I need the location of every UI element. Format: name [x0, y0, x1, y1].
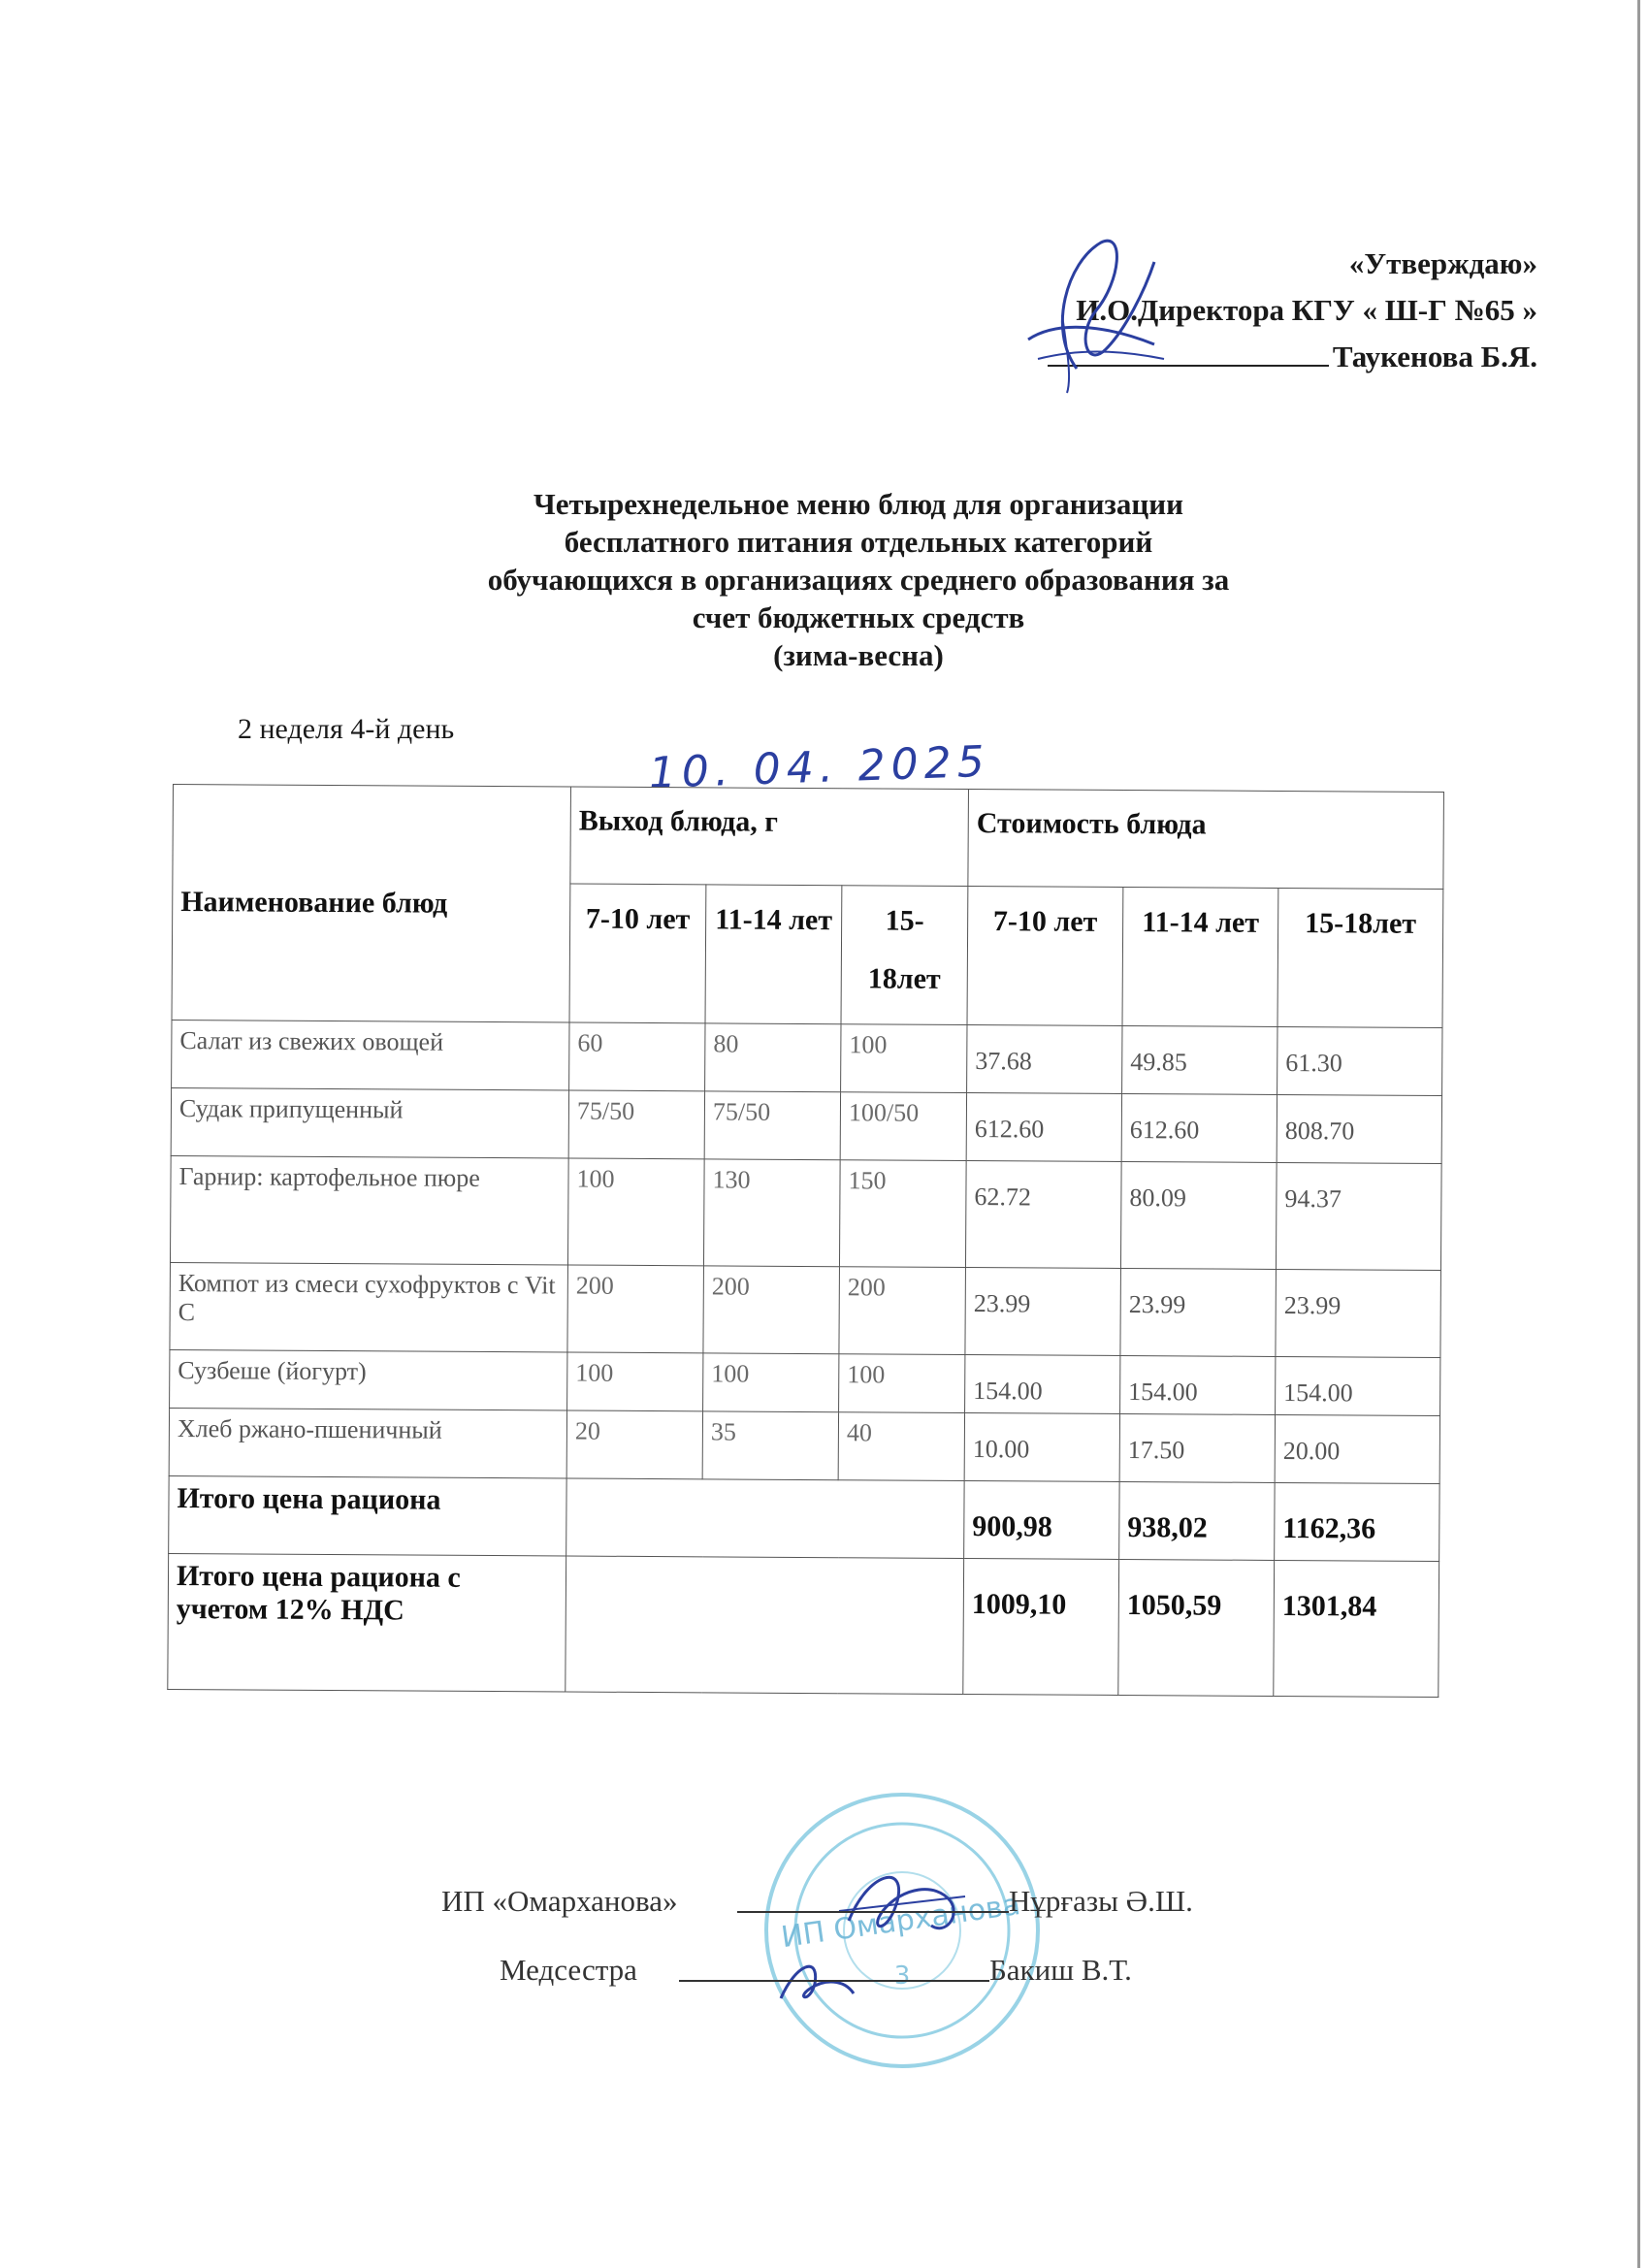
table-row: [170, 1155, 1441, 1270]
cost-cell: 10.00: [964, 1413, 1119, 1482]
total-vat-row: [168, 1553, 1439, 1697]
header-dish-name: Наименование блюд: [172, 785, 570, 1023]
yield-cell: 200: [703, 1266, 840, 1354]
yield-cell: 150: [839, 1160, 966, 1268]
svg-text:3: 3: [893, 1961, 911, 1991]
title-line-1: Четырехнедельное меню блюд для организации: [534, 487, 1183, 521]
cost-cell: 80.09: [1120, 1161, 1277, 1269]
table-row: [171, 1087, 1441, 1163]
week-day-label: 2 неделя 4-й день: [238, 713, 455, 745]
cost-cell: 94.37: [1276, 1162, 1441, 1270]
cost-cell: 62.72: [965, 1161, 1121, 1269]
header-age-yield: 11-14 лет: [705, 885, 842, 1024]
yield-cell: 100: [567, 1158, 704, 1266]
cost-cell: 23.99: [965, 1268, 1121, 1356]
stamp-text: ИП Омарханова: [779, 1887, 1023, 1956]
cost-cell: 154.00: [1276, 1356, 1440, 1415]
supplier-signature-line: [737, 1884, 1009, 1913]
approval-line-2: И.О.Директора КГУ « Ш-Г №65 »: [1076, 293, 1537, 327]
yield-cell: 100: [841, 1024, 967, 1093]
dish-name: Хлеб ржано-пшеничный: [169, 1408, 566, 1478]
header-age-yield: 15-18лет: [841, 886, 968, 1025]
total-row: [169, 1475, 1439, 1561]
header-age-cost: 7-10 лет: [967, 887, 1123, 1026]
yield-cell: 35: [702, 1411, 838, 1480]
total-cost-cell: 900,98: [964, 1480, 1119, 1559]
total-vat-yield-empty: [566, 1556, 964, 1695]
cost-cell: 20.00: [1275, 1414, 1439, 1483]
cost-cell: 17.50: [1119, 1413, 1275, 1482]
table-row: [172, 1020, 1442, 1095]
cost-cell: 612.60: [1121, 1093, 1277, 1162]
yield-cell: 75/50: [704, 1091, 840, 1160]
total-yield-empty: [566, 1478, 964, 1559]
total-label: Итого цена рациона: [169, 1475, 566, 1556]
yield-cell: 100: [703, 1353, 839, 1412]
supplier-label: ИП «Омарханова»: [441, 1884, 678, 1918]
cost-cell: 808.70: [1277, 1094, 1441, 1163]
yield-cell: 100: [567, 1352, 703, 1411]
title-line-4: счет бюджетных средств: [692, 600, 1025, 634]
yield-cell: 100: [839, 1354, 965, 1413]
header-age-cost: 11-14 лет: [1122, 887, 1278, 1026]
header-age-cost: 15-18лет: [1277, 888, 1443, 1027]
yield-cell: 40: [838, 1412, 964, 1481]
cost-cell: 37.68: [967, 1025, 1122, 1094]
cost-cell: 49.85: [1122, 1025, 1277, 1094]
total-vat-cost-cell: 1050,59: [1118, 1559, 1275, 1696]
yield-cell: 200: [839, 1267, 966, 1355]
title-line-2: бесплатного питания отдельных категорий: [564, 525, 1153, 559]
yield-cell: 20: [566, 1410, 702, 1479]
dish-name: Компот из смеси сухофруктов с Vit C: [170, 1262, 568, 1352]
cost-cell: 23.99: [1120, 1268, 1277, 1356]
document-title: [340, 485, 1377, 674]
total-cost-cell: 938,02: [1119, 1481, 1275, 1560]
cost-cell: 154.00: [1120, 1355, 1276, 1414]
approval-line-1: «Утверждаю»: [1348, 246, 1537, 280]
handwritten-date: 10. 04. 2025: [648, 736, 991, 798]
cost-cell: 23.99: [1276, 1269, 1441, 1357]
menu-table: [167, 784, 1444, 1698]
header-age-yield: 7-10 лет: [569, 884, 706, 1023]
dish-name: Судак припущенный: [171, 1087, 568, 1158]
title-line-3: обучающихся в организациях среднего образования за: [487, 563, 1230, 597]
cost-cell: 61.30: [1277, 1026, 1442, 1095]
cost-cell: 612.60: [966, 1093, 1121, 1162]
total-vat-cost-cell: 1009,10: [963, 1558, 1119, 1695]
table-row: [170, 1262, 1441, 1357]
header-cost: Стоимость блюда: [968, 790, 1444, 890]
yield-cell: 75/50: [568, 1090, 704, 1159]
total-vat-label: Итого цена рациона с учетом 12% НДС: [168, 1553, 566, 1692]
yield-cell: 200: [567, 1265, 704, 1353]
director-signature: [1009, 223, 1174, 398]
yield-cell: 100/50: [840, 1092, 966, 1161]
nurse-label: Медсестра: [500, 1953, 637, 1987]
table-row: [170, 1349, 1440, 1415]
total-cost-cell: 1162,36: [1275, 1482, 1439, 1561]
dish-name: Сузбеше (йогурт): [170, 1349, 567, 1410]
cost-cell: 154.00: [965, 1355, 1120, 1414]
yield-cell: 80: [705, 1023, 841, 1092]
nurse-person: Бакиш В.Т.: [989, 1953, 1132, 1987]
table-row: [169, 1408, 1439, 1483]
header-yield: Выход блюда, г: [570, 787, 969, 887]
scan-edge-line: [1637, 0, 1640, 2268]
supplier-person: Нұрғазы Ә.Ш.: [1009, 1884, 1193, 1918]
nurse-signature-line: [679, 1953, 989, 1982]
title-line-5: (зима-весна): [773, 638, 944, 672]
yield-cell: 60: [569, 1022, 705, 1091]
dish-name: Салат из свежих овощей: [172, 1020, 569, 1090]
dish-name: Гарнир: картофельное пюре: [170, 1155, 568, 1265]
director-name: Таукенова Б.Я.: [1332, 340, 1537, 373]
yield-cell: 130: [703, 1159, 840, 1267]
total-vat-cost-cell: 1301,84: [1274, 1560, 1439, 1697]
